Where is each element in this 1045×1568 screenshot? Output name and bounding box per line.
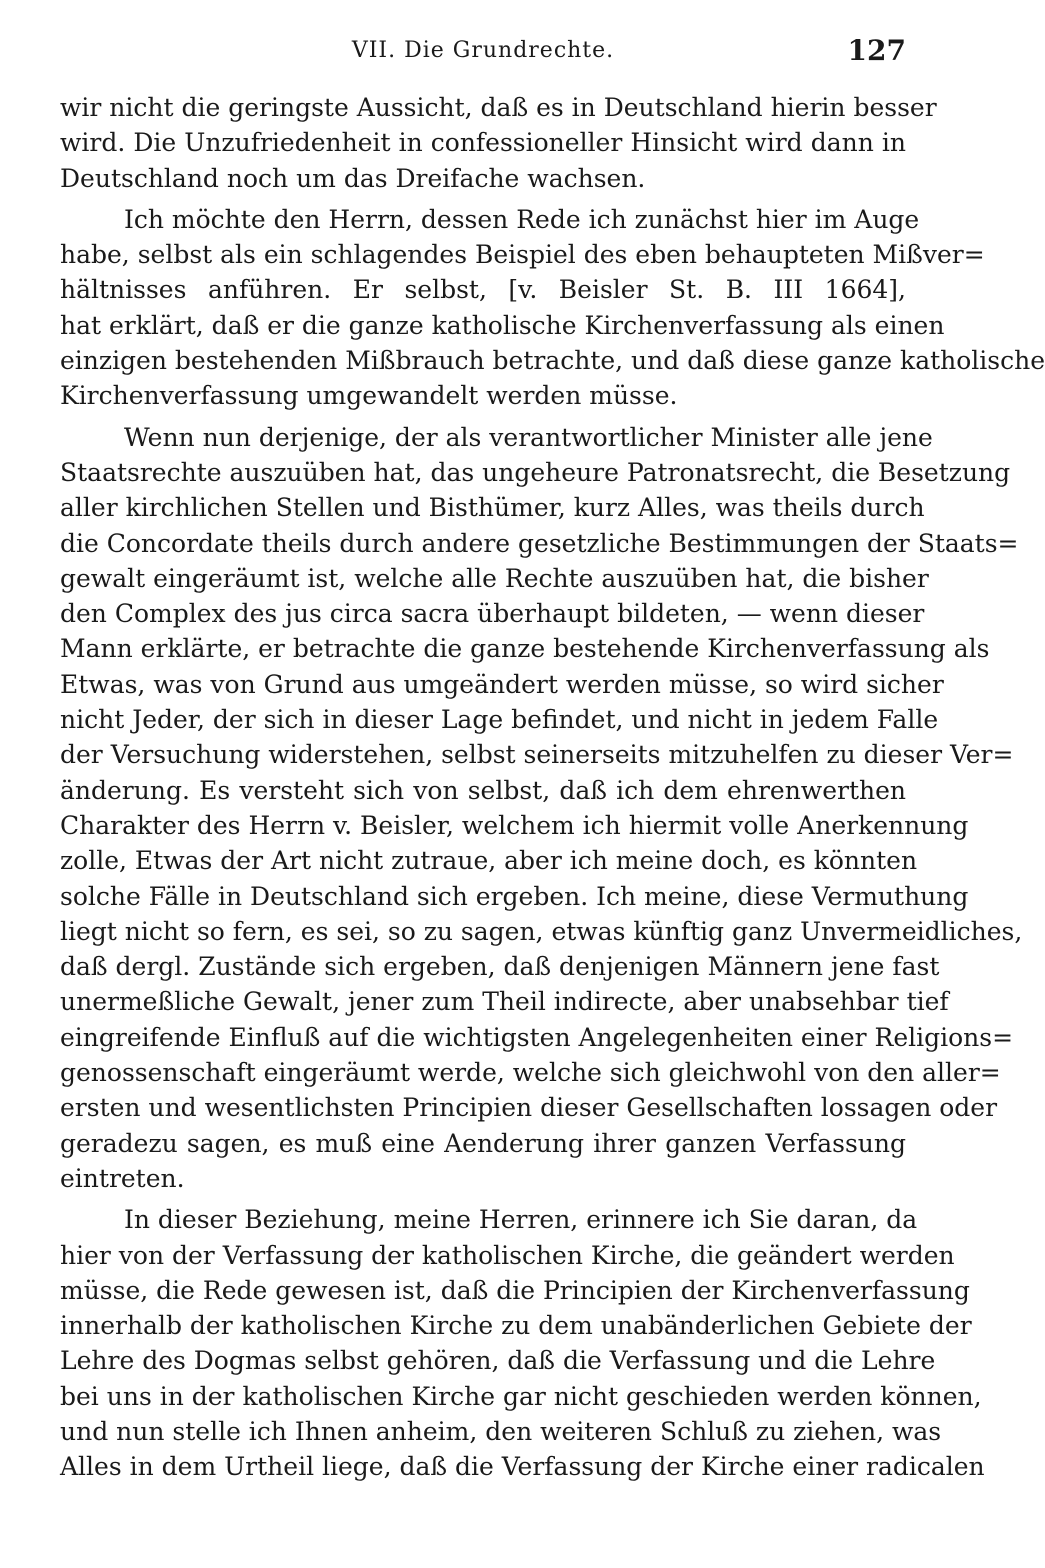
text-line: unermeßliche Gewalt, jener zum Theil indirecte, aber unabsehbar tief bbox=[60, 987, 949, 1017]
text-line: Deutschland noch um das Dreifache wachsen. bbox=[60, 163, 646, 193]
text-line: Alles in dem Urtheil liege, daß die Verfassung der Kirche einer radicalen bbox=[60, 1452, 985, 1482]
text-line: hat erklärt, daß er die ganze katholische Kirchenverfassung als einen bbox=[60, 310, 945, 340]
text-line: Kirchenverfassung umgewandelt werden müsse. bbox=[60, 381, 678, 411]
text-line: Mann erklärte, er betrachte die ganze bestehende Kirchenverfassung als bbox=[60, 634, 990, 664]
text-line: Charakter des Herrn v. Beisler, welchem ich hiermit volle Anerkennung bbox=[60, 810, 969, 840]
text-line: liegt nicht so fern, es sei, so zu sagen, etwas künftig ganz Unvermeidliches, bbox=[60, 916, 1023, 946]
text-line: solche Fälle in Deutschland sich ergeben. Ich meine, diese Vermuthung bbox=[60, 881, 969, 911]
running-header bbox=[60, 28, 906, 78]
text-line: zolle, Etwas der Art nicht zutraue, aber ich meine doch, es könnten bbox=[60, 846, 918, 876]
text-line: wird. Die Unzufriedenheit in confessioneller Hinsicht wird dann in bbox=[60, 128, 906, 158]
running-title: VII. Die Grundrechte. bbox=[351, 38, 615, 63]
paragraph bbox=[60, 1202, 985, 1484]
text-line: einzigen bestehenden Mißbrauch betrachte, und daß diese ganze katholische bbox=[60, 346, 1045, 376]
book-page bbox=[60, 28, 1045, 1548]
text-line: Etwas, was von Grund aus umgeändert werden müsse, so wird sicher bbox=[60, 669, 944, 699]
text-line: nicht Jeder, der sich in dieser Lage befindet, und nicht in jedem Falle bbox=[60, 705, 939, 735]
text-line: In dieser Beziehung, meine Herren, erinnere ich Sie daran, da bbox=[124, 1205, 918, 1235]
text-line: gewalt eingeräumt ist, welche alle Rechte auszuüben hat, die bisher bbox=[60, 563, 929, 593]
text-line: Ich möchte den Herrn, dessen Rede ich zunächst hier im Auge bbox=[124, 204, 920, 234]
text-line: Staatsrechte auszuüben hat, das ungeheure Patronatsrecht, die Besetzung bbox=[60, 457, 1011, 487]
text-line: änderung. Es versteht sich von selbst, daß ich dem ehrenwerthen bbox=[60, 775, 906, 805]
text-line: müsse, die Rede gewesen ist, daß die Principien der Kirchenverfassung bbox=[60, 1275, 970, 1305]
text-line: und nun stelle ich Ihnen anheim, den weiteren Schluß zu ziehen, was bbox=[60, 1416, 942, 1446]
text-line: Lehre des Dogmas selbst gehören, daß die Verfassung und die Lehre bbox=[60, 1346, 936, 1376]
text-line: die Concordate theils durch andere gesetzliche Bestimmungen der Staats= bbox=[60, 528, 1019, 558]
text-line: aller kirchlichen Stellen und Bisthümer, kurz Alles, was theils durch bbox=[60, 493, 925, 523]
text-line: habe, selbst als ein schlagendes Beispiel des eben behaupteten Mißver= bbox=[60, 240, 985, 270]
text-line: hältnisses anführen. Er selbst, [v. Beisler St. B. III 1664], bbox=[60, 275, 906, 305]
text-line: genossenschaft eingeräumt werde, welche sich gleichwohl von den aller= bbox=[60, 1058, 1001, 1088]
paragraph bbox=[60, 202, 1045, 414]
text-line: der Versuchung widerstehen, selbst seinerseits mitzuhelfen zu dieser Ver= bbox=[60, 740, 1014, 770]
page-body-text bbox=[60, 90, 1045, 1485]
text-line: den Complex des jus circa sacra überhaupt bildeten, — wenn dieser bbox=[60, 599, 925, 629]
paragraph bbox=[60, 420, 1023, 1197]
text-line: eintreten. bbox=[60, 1163, 185, 1193]
text-line: bei uns in der katholischen Kirche gar nicht geschieden werden können, bbox=[60, 1381, 982, 1411]
text-line: innerhalb der katholischen Kirche zu dem unabänderlichen Gebiete der bbox=[60, 1311, 972, 1341]
text-line: Wenn nun derjenige, der als verantwortlicher Minister alle jene bbox=[124, 422, 933, 452]
text-line: wir nicht die geringste Aussicht, daß es in Deutschland hierin besser bbox=[60, 93, 937, 122]
text-line: ersten und wesentlichsten Principien dieser Gesellschaften lossagen oder bbox=[60, 1093, 998, 1123]
paragraph bbox=[60, 90, 937, 196]
text-line: hier von der Verfassung der katholischen Kirche, die geändert werden bbox=[60, 1240, 955, 1270]
text-line: eingreifende Einfluß auf die wichtigsten Angelegenheiten einer Religions= bbox=[60, 1022, 1014, 1052]
text-line: geradezu sagen, es muß eine Aenderung ihrer ganzen Verfassung bbox=[60, 1128, 906, 1158]
page-number: 127 bbox=[847, 34, 906, 67]
text-line: daß dergl. Zustände sich ergeben, daß denjenigen Männern jene fast bbox=[60, 952, 940, 982]
